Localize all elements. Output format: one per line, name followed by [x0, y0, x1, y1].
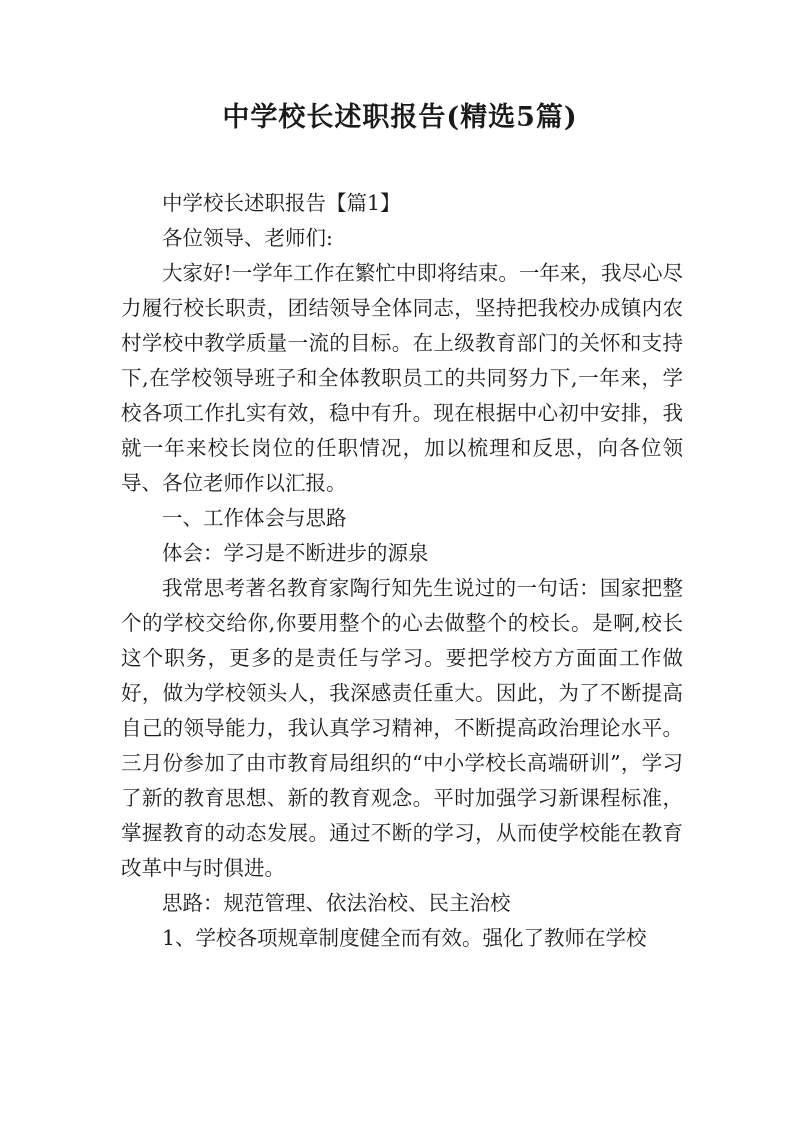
- salutation: 各位领导、老师们:: [162, 226, 333, 250]
- document-title: 中学校长述职报告(精选5篇): [222, 102, 578, 133]
- intro-paragraph: 大家好!一学年工作在繁忙中即将结束。一年来，我尽心尽力履行校长职责，团结领导全体同志，坚持把我校办成镇内农村学校中教学质量一流的目标。在上级教育部门的关怀和支持下,在学校领导班子和全体教职员工的共同努力下,一年来，学校各项工作扎实有效，稳中有升。现在根据中心初中安排，我就一年来校长岗位的任职情况，加以梳理和反思，向各位领导、各位老师作以汇报。: [121, 261, 683, 495]
- section-heading: 中学校长述职报告【篇1】: [162, 191, 401, 215]
- subsection-heading: 一、工作体会与思路: [162, 506, 347, 530]
- body-paragraph: 我常思考著名教育家陶行知先生说过的一句话：国家把整个的学校交给你,你要用整个的心去做整个的校长。是啊,校长这个职务，更多的是责任与学习。要把学校方方面面工作做好，做为学校领头人，我深感责任重大。因此，为了不断提高自己的领导能力，我认真学习精神，不断提高政治理论水平。三月份参加了由市教育局组织的“中小学校长高端研训”，学习了新的教育思想、新的教育观念。平时加强学习新课程标准，掌握教育的动态发展。通过不断的学习，从而使学校能在教育改革中与时俱进。: [121, 576, 683, 880]
- point-heading: 体会：学习是不断进步的源泉: [162, 541, 429, 565]
- document-body: [121, 186, 683, 956]
- list-item: 1、学校各项规章制度健全而有效。强化了教师在学校: [162, 926, 647, 950]
- point-heading: 思路：规范管理、依法治校、民主治校: [162, 891, 511, 915]
